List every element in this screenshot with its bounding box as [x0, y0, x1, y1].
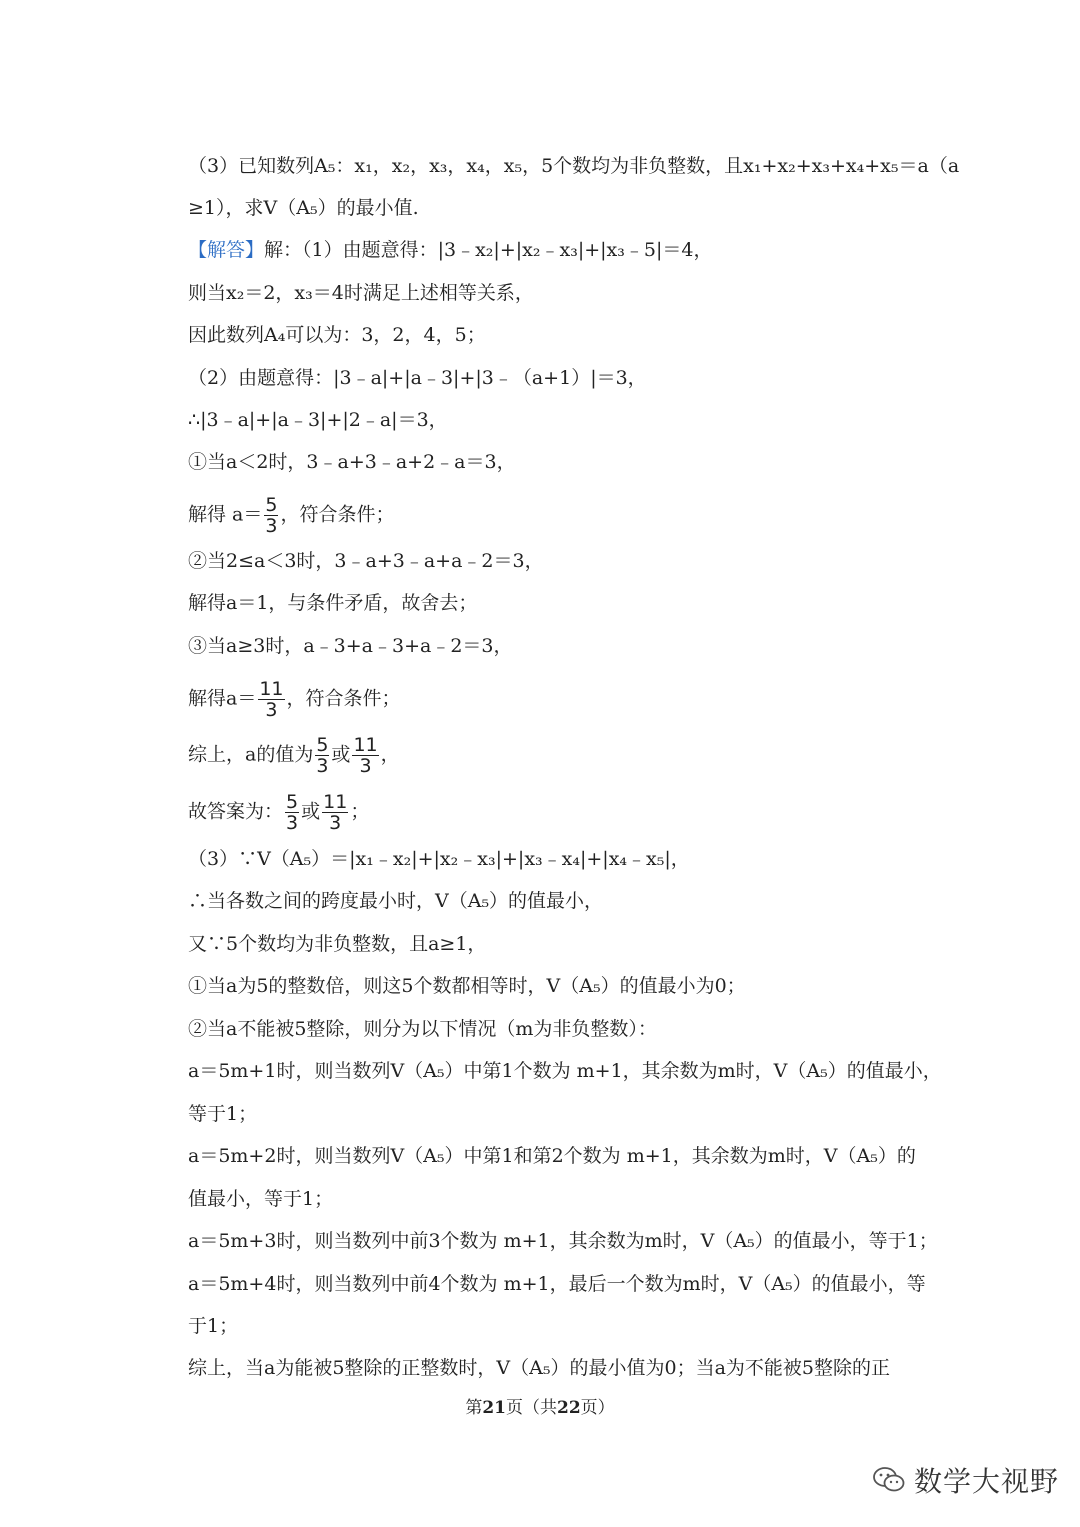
total-page-number: 22	[557, 1398, 581, 1418]
text-span: 解：（1）由题意得：|3﹣x₂|+|x₂﹣x₃|+|x₃﹣5|＝4，	[264, 239, 713, 261]
text-line: a＝5m+3时，则当数列中前3个数为 m+1，其余数为m时，V（A₅）的值最小，等于1；	[188, 1230, 938, 1252]
text-line	[188, 679, 928, 720]
text-span: ，符合条件；	[286, 687, 401, 710]
text-line: 因此数列A₄可以为：3，2，4，5；	[188, 324, 486, 346]
text-span: 或	[301, 800, 321, 823]
watermark-text: 数学大视野	[914, 1465, 1060, 1498]
fraction-denominator: 3	[265, 699, 278, 721]
text-span: ，	[380, 743, 400, 766]
text-line	[188, 237, 928, 263]
text-span: ，符合条件；	[280, 503, 395, 526]
fraction-numerator: 11	[323, 791, 348, 813]
footer-text: 第	[465, 1398, 483, 1418]
text-line: ∴|3﹣a|+|a﹣3|+|2﹣a|＝3，	[188, 409, 448, 431]
text-line: （3）已知数列A₅：x₁，x₂，x₃，x₄，x₅，5个数均为非负整数，且x₁+x₂+x₃+x₄+x₅＝a（a	[188, 155, 960, 177]
current-page-number: 21	[482, 1398, 506, 1418]
fraction-denominator: 3	[329, 812, 342, 834]
text-span: 故答案为：	[188, 800, 284, 823]
text-line: ∴当各数之间的跨度最小时，V（A₅）的值最小，	[188, 890, 604, 912]
fraction	[258, 679, 284, 720]
page-footer	[0, 1396, 1080, 1420]
footer-text: 页（共	[506, 1398, 557, 1418]
fraction-numerator: 5	[286, 791, 299, 813]
fraction-denominator: 3	[359, 755, 372, 777]
fraction-numerator: 11	[353, 734, 378, 756]
text-line: 则当x₂＝2，x₃＝4时满足上述相等关系，	[188, 282, 534, 304]
wechat-icon	[872, 1465, 906, 1495]
fraction-denominator: 3	[265, 515, 278, 537]
text-span: ；	[350, 800, 370, 823]
fraction	[264, 495, 278, 536]
fraction-denominator: 3	[316, 755, 329, 777]
text-line: a＝5m+1时，则当数列V（A₅）中第1个数为 m+1，其余数为m时，V（A₅）的值最小，	[188, 1060, 942, 1082]
text-line: a＝5m+2时，则当数列V（A₅）中第1和第2个数为 m+1，其余数为m时，V（A₅）的	[188, 1145, 916, 1167]
answer-tag: 【解答】	[188, 239, 265, 261]
fraction-numerator: 11	[259, 678, 284, 700]
text-span: 解得 a＝	[188, 503, 263, 526]
text-line: ①当a＜2时，3﹣a+3﹣a+2﹣a＝3，	[188, 451, 516, 473]
text-line: ②当2≤a＜3时，3﹣a+3﹣a+a﹣2＝3，	[188, 550, 544, 572]
text-line	[188, 495, 928, 536]
text-line	[188, 735, 928, 776]
text-line: （2）由题意得：|3﹣a|+|a﹣3|+|3﹣（a+1）|＝3，	[188, 367, 647, 389]
text-line: （3）∵V（A₅）＝|x₁﹣x₂|+|x₂﹣x₃|+|x₃﹣x₄|+|x₄﹣x₅|，	[188, 848, 690, 870]
text-line: ①当a为5的整数倍，则这5个数都相等时，V（A₅）的值最小为0；	[188, 975, 746, 997]
text-line: ②当a不能被5整除，则分为以下情况（m为非负整数）：	[188, 1018, 657, 1040]
text-span: 解得a＝	[188, 687, 257, 710]
fraction	[352, 735, 378, 776]
fraction	[322, 792, 348, 833]
text-line: 综上，当a为能被5整除的正整数时，V（A₅）的最小值为0；当a为不能被5整除的正	[188, 1357, 890, 1379]
fraction	[315, 735, 329, 776]
fraction	[285, 792, 299, 833]
text-line	[188, 792, 928, 833]
text-line: 等于1；	[188, 1103, 258, 1125]
watermark	[872, 1458, 1059, 1502]
text-line: 值最小，等于1；	[188, 1188, 334, 1210]
text-span: 或	[331, 743, 351, 766]
text-span: 综上，a的值为	[188, 743, 314, 766]
text-line: a＝5m+4时，则当数列中前4个数为 m+1，最后一个数为m时，V（A₅）的值最小，等	[188, 1273, 926, 1295]
text-line: 于1；	[188, 1315, 239, 1337]
fraction-numerator: 5	[316, 734, 329, 756]
fraction-denominator: 3	[286, 812, 299, 834]
text-line: 解得a＝1，与条件矛盾，故舍去；	[188, 592, 478, 614]
text-line: ≥1），求V（A₅）的最小值.	[188, 197, 419, 219]
text-line: 又∵5个数均为非负整数，且a≥1，	[188, 933, 487, 955]
text-line: ③当a≥3时，a﹣3+a﹣3+a﹣2＝3，	[188, 635, 513, 657]
fraction-numerator: 5	[265, 494, 278, 516]
footer-text: 页）	[580, 1398, 615, 1418]
